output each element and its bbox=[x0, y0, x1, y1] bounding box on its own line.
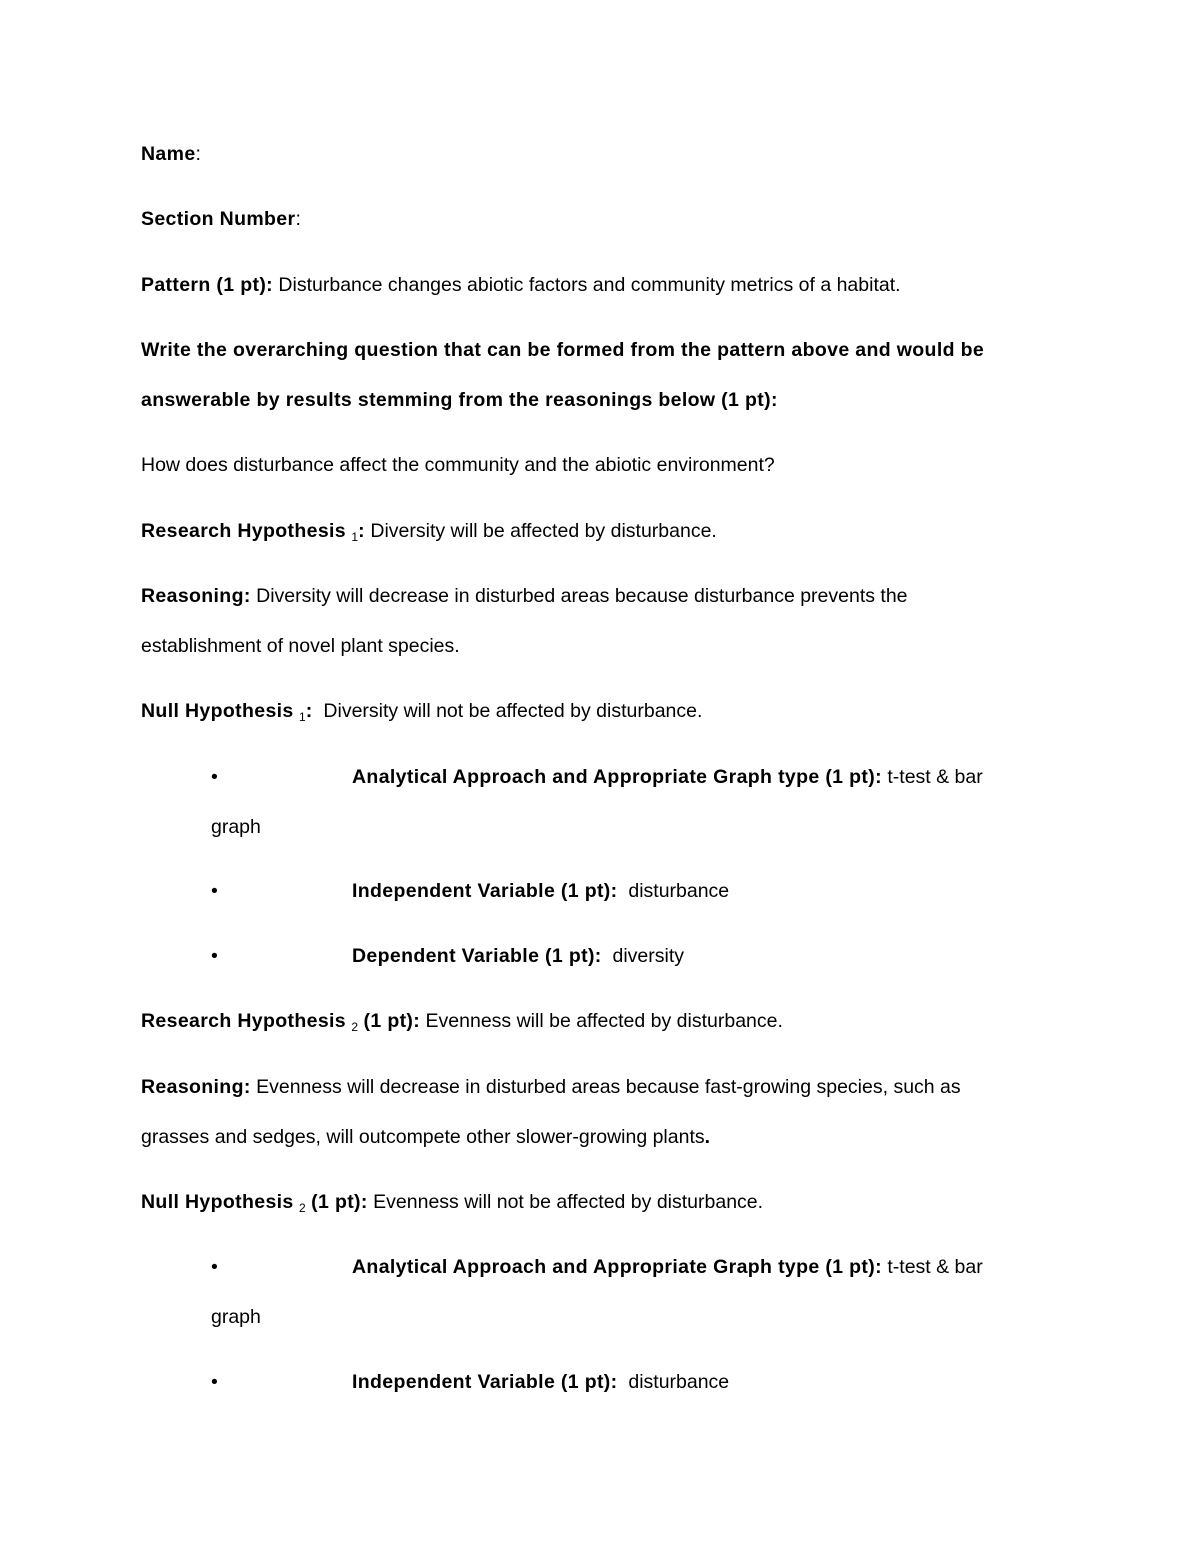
analytical-approach-1-label: Analytical Approach and Appropriate Graph type (1 pt): bbox=[352, 766, 882, 788]
null-hypothesis-2 bbox=[141, 1190, 763, 1220]
independent-variable-2-text: disturbance bbox=[628, 1371, 730, 1393]
name-colon: : bbox=[195, 143, 201, 165]
research-hypothesis-1-subscript: 1 bbox=[351, 530, 359, 544]
dependent-variable-1-text: diversity bbox=[612, 945, 685, 967]
null-hypothesis-1 bbox=[141, 699, 702, 729]
analytical-approach-2 bbox=[352, 1255, 983, 1279]
null-hypothesis-1-text: Diversity will not be affected by disturbance. bbox=[323, 700, 703, 722]
dependent-variable-1 bbox=[352, 944, 684, 968]
null-hypothesis-1-label: Null Hypothesis bbox=[141, 700, 294, 722]
pattern-line bbox=[141, 273, 901, 297]
analytical-approach-2-text: t-test & bar bbox=[887, 1256, 983, 1278]
bullet-marker: • bbox=[211, 1371, 218, 1393]
bullet-marker: • bbox=[211, 945, 218, 967]
pattern-label: Pattern (1 pt): bbox=[141, 274, 273, 296]
independent-variable-2 bbox=[352, 1370, 729, 1394]
research-hypothesis-1-label: Research Hypothesis bbox=[141, 520, 346, 542]
question-answer: How does disturbance affect the community and the abiotic environment? bbox=[141, 454, 775, 476]
reasoning-1-label: Reasoning: bbox=[141, 585, 251, 607]
name-line bbox=[141, 142, 201, 166]
reasoning-2-period: . bbox=[704, 1126, 711, 1148]
reasoning-2-text-2: grasses and sedges, will outcompete other slower-growing plants bbox=[141, 1126, 705, 1148]
reasoning-1-line-2: establishment of novel plant species. bbox=[141, 635, 460, 657]
independent-variable-2-label: Independent Variable (1 pt): bbox=[352, 1371, 618, 1393]
null-hypothesis-2-subscript: 2 bbox=[299, 1201, 306, 1215]
null-hypothesis-1-subscript: 1 bbox=[299, 710, 306, 724]
research-hypothesis-2-subscript: 2 bbox=[351, 1020, 359, 1034]
independent-variable-1-text: disturbance bbox=[628, 880, 730, 902]
analytical-approach-1-text: t-test & bar bbox=[887, 766, 983, 788]
analytical-approach-2-label: Analytical Approach and Appropriate Graph type (1 pt): bbox=[352, 1256, 882, 1278]
null-hypothesis-1-colon: : bbox=[305, 700, 313, 722]
research-hypothesis-2-text: Evenness will be affected by disturbance. bbox=[425, 1010, 783, 1032]
analytical-approach-2-continued: graph bbox=[211, 1306, 261, 1328]
name-label: Name bbox=[141, 143, 196, 165]
question-prompt-line-2: answerable by results stemming from the reasonings below (1 pt): bbox=[141, 389, 778, 411]
reasoning-1-line-1 bbox=[141, 584, 908, 608]
reasoning-2-line-1 bbox=[141, 1075, 961, 1099]
research-hypothesis-1-colon: : bbox=[358, 520, 365, 542]
research-hypothesis-2 bbox=[141, 1009, 783, 1039]
null-hypothesis-2-points: (1 pt): bbox=[311, 1191, 368, 1213]
section-number-line bbox=[141, 207, 301, 231]
section-number-label: Section Number bbox=[141, 208, 296, 230]
bullet-marker: • bbox=[211, 880, 218, 902]
analytical-approach-1-continued: graph bbox=[211, 816, 261, 838]
independent-variable-1 bbox=[352, 879, 729, 903]
research-hypothesis-1-text: Diversity will be affected by disturbance. bbox=[370, 520, 717, 542]
bullet-marker: • bbox=[211, 766, 218, 788]
null-hypothesis-2-label: Null Hypothesis bbox=[141, 1191, 294, 1213]
pattern-text: Disturbance changes abiotic factors and community metrics of a habitat. bbox=[278, 274, 901, 296]
bullet-marker: • bbox=[211, 1256, 218, 1278]
reasoning-2-label: Reasoning: bbox=[141, 1076, 251, 1098]
reasoning-2-line-2 bbox=[141, 1125, 710, 1149]
reasoning-2-text-1: Evenness will decrease in disturbed areas because fast-growing species, such as bbox=[256, 1076, 961, 1098]
independent-variable-1-label: Independent Variable (1 pt): bbox=[352, 880, 618, 902]
analytical-approach-1 bbox=[352, 765, 983, 789]
section-number-colon: : bbox=[295, 208, 301, 230]
null-hypothesis-2-text: Evenness will not be affected by disturbance. bbox=[373, 1191, 764, 1213]
research-hypothesis-2-points: (1 pt): bbox=[363, 1010, 421, 1032]
dependent-variable-1-label: Dependent Variable (1 pt): bbox=[352, 945, 602, 967]
research-hypothesis-1 bbox=[141, 519, 717, 549]
reasoning-1-text-1: Diversity will decrease in disturbed areas because disturbance prevents the bbox=[256, 585, 908, 607]
research-hypothesis-2-label: Research Hypothesis bbox=[141, 1010, 346, 1032]
question-prompt-line-1: Write the overarching question that can be formed from the pattern above and would be bbox=[141, 339, 985, 361]
